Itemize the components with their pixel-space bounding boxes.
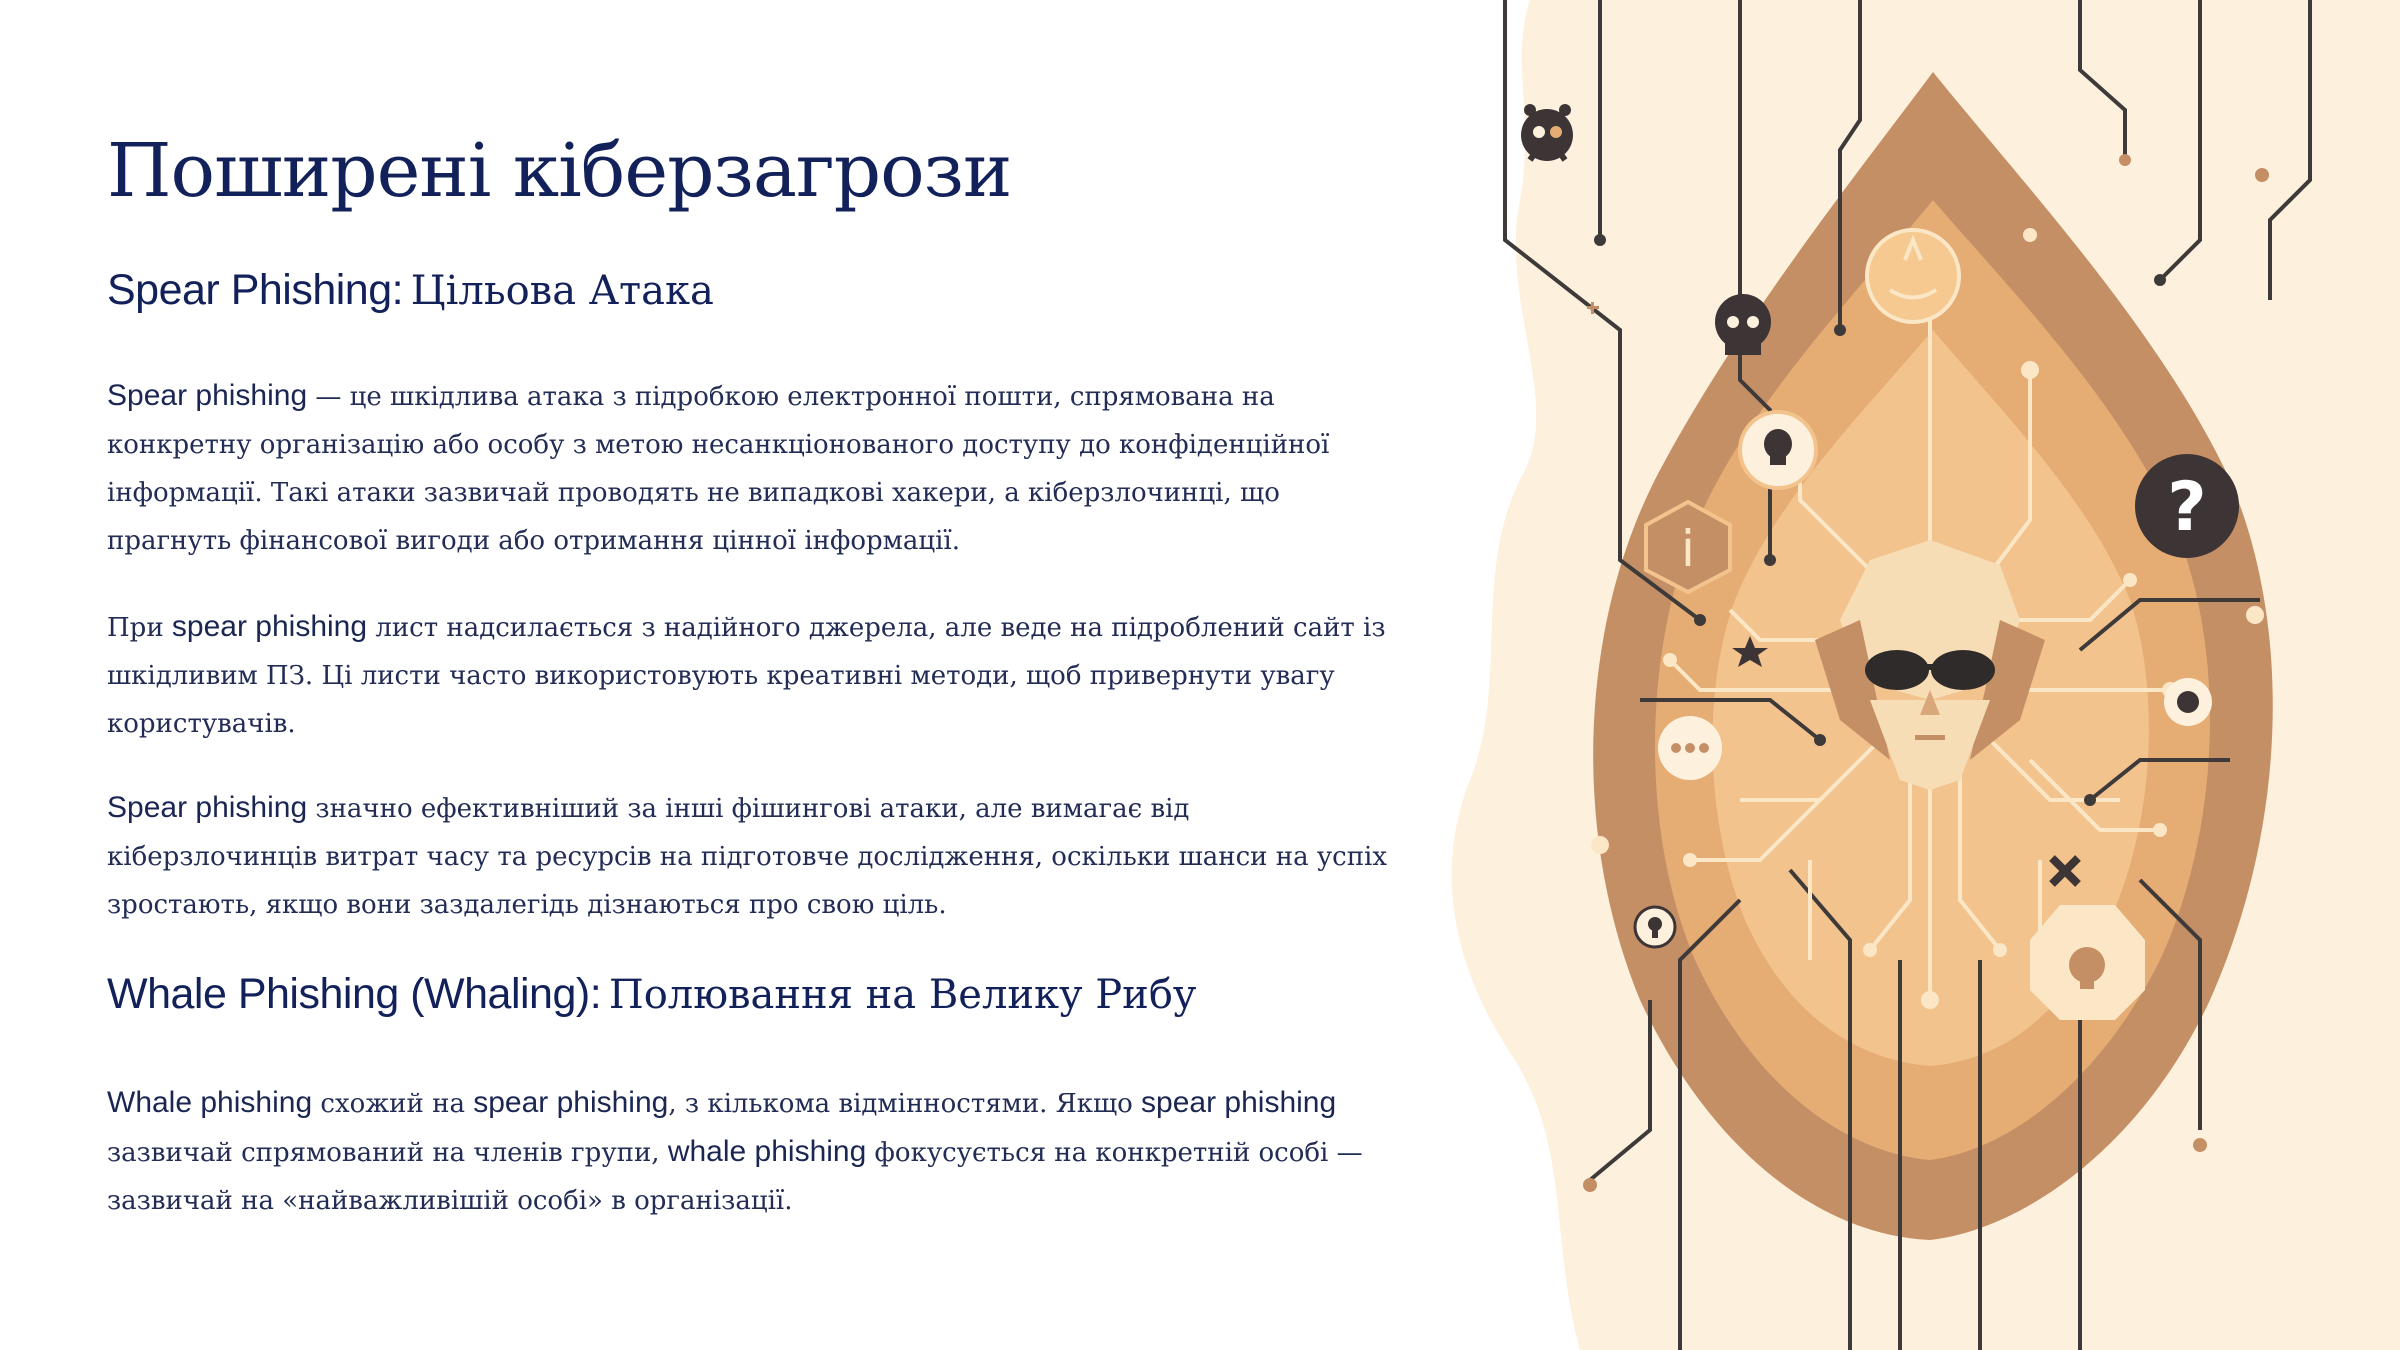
paragraph-spear-2	[107, 603, 1397, 748]
paragraph-spear-1	[107, 372, 1397, 565]
text: , з кількома відмінностями. Якщо	[668, 1089, 1142, 1119]
text: зазвичай на «найважливішій особі» в організації.	[107, 1186, 793, 1216]
heading-cyrillic: Цільова Атака	[410, 268, 714, 314]
text: шкідливим ПЗ. Ці листи часто використовують креативні методи, щоб привернути увагу	[107, 661, 1335, 691]
skull-crossbones-icon	[1521, 104, 1573, 161]
page-title: Поширені кіберзагрози	[107, 128, 1012, 214]
target-icon	[2030, 905, 2145, 1020]
cyber-threat-illustration	[1440, 0, 2400, 1350]
heading-cyrillic: Полювання на Велику Рибу	[608, 972, 1197, 1018]
paragraph-whale-1	[107, 1079, 1397, 1225]
text: фокусується на конкретній особі —	[866, 1138, 1363, 1168]
text: лист надсилається з надійного джерела, але веде на підроблений сайт із	[367, 613, 1386, 643]
question-icon	[2135, 454, 2239, 558]
term: Spear phishing	[107, 379, 308, 412]
term: whale phishing	[667, 1135, 867, 1168]
term: Spear phishing	[107, 791, 308, 824]
lock-icon	[1635, 907, 1675, 947]
section-heading-spear-phishing	[107, 266, 714, 315]
text: прагнуть фінансової вигоди або отримання цінної інформації.	[107, 526, 960, 556]
text: користувачів.	[107, 709, 296, 739]
heading-latin: Spear Phishing:	[107, 266, 404, 314]
status-dot-icon	[2164, 678, 2212, 726]
text: — це шкідлива атака з підробкою електронної пошти, спрямована на	[307, 382, 1275, 412]
chat-icon	[1658, 716, 1722, 780]
text: зазвичай спрямований на членів групи,	[107, 1138, 668, 1168]
section-heading-whale-phishing	[107, 970, 1196, 1019]
text: значно ефективніший за інші фішингові атаки, але вимагає від	[307, 794, 1190, 824]
term: spear phishing	[473, 1086, 669, 1119]
question-mark-text: ?	[2167, 468, 2207, 547]
text: кіберзлочинців витрат часу та ресурсів на підготовче дослідження, оскільки шанси на успіх	[107, 842, 1388, 872]
heading-latin: Whale Phishing (Whaling):	[107, 970, 602, 1018]
info-mark-text: i	[1681, 520, 1695, 578]
text: схожий на	[312, 1089, 474, 1119]
text: зростають, якщо вони заздалегідь дізнаються про свою ціль.	[107, 890, 947, 920]
paragraph-spear-3	[107, 784, 1397, 929]
term: spear phishing	[1141, 1086, 1337, 1119]
text: При	[107, 613, 172, 643]
text: конкретну організацію або особу з метою несанкціонованого доступу до конфіденційної	[107, 430, 1330, 460]
term: spear phishing	[171, 610, 368, 643]
skull-icon	[1740, 412, 1816, 488]
text: інформації. Такі атаки зазвичай проводять не випадкові хакери, а кіберзлочинці, що	[107, 478, 1280, 508]
term: Whale phishing	[107, 1086, 313, 1119]
lightbulb-icon	[1867, 230, 1959, 322]
